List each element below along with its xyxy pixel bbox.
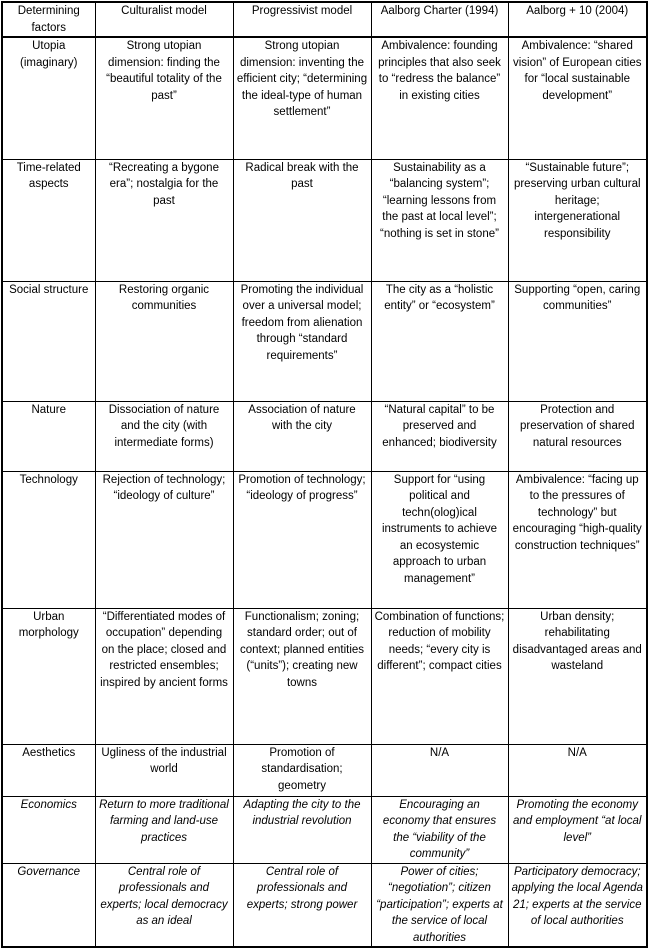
content-cell: Support for “using political and techn(olog)ical instruments to achieve an ecosystemic approach to urban management” (371, 471, 508, 608)
content-cell: Restoring organic communities (95, 281, 233, 401)
content-cell: The city as a “holistic entity” or “ecosystem” (371, 281, 508, 401)
content-cell: Strong utopian dimension: inventing the efficient city; “determining the ideal-type of human settlement” (233, 37, 371, 159)
factor-cell: Urban morphology (2, 608, 95, 744)
content-cell: Promotion of technology; “ideology of progress” (233, 471, 371, 608)
column-header-progressivist-model: Progressivist model (233, 2, 371, 37)
content-cell: Association of nature with the city (233, 401, 371, 471)
table-row-aesthetics (2, 744, 647, 796)
factor-cell: Nature (2, 401, 95, 471)
content-cell: Central role of professionals and experts; strong power (233, 863, 371, 947)
content-cell: “Differentiated modes of occupation” depending on the place; closed and restricted ensembles; inspired by ancient forms (95, 608, 233, 744)
content-cell: Supporting “open, caring communities” (508, 281, 647, 401)
content-cell: Central role of professionals and experts; local democracy as an ideal (95, 863, 233, 947)
content-cell: Combination of functions; reduction of mobility needs; “every city is different”; compact cities (371, 608, 508, 744)
content-cell: N/A (508, 744, 647, 796)
content-cell: Adapting the city to the industrial revolution (233, 796, 371, 863)
content-cell: Functionalism; zoning; standard order; out of context; planned entities (“units”); creating new towns (233, 608, 371, 744)
factor-cell: Aesthetics (2, 744, 95, 796)
table-row-economics (2, 796, 647, 863)
table-row-time-related (2, 159, 647, 281)
content-cell: “Sustainable future”; preserving urban cultural heritage; intergenerational responsibility (508, 159, 647, 281)
table-row-nature (2, 401, 647, 471)
content-cell: “Natural capital” to be preserved and enhanced; biodiversity (371, 401, 508, 471)
content-cell: Radical break with the past (233, 159, 371, 281)
content-cell: Promoting the economy and employment “at local level” (508, 796, 647, 863)
header-row (2, 2, 647, 37)
content-cell: Rejection of technology; “ideology of culture” (95, 471, 233, 608)
column-header-aalborg-plus-10: Aalborg + 10 (2004) (508, 2, 647, 37)
table-row-utopia (2, 37, 647, 159)
document-page (0, 1, 649, 944)
factor-cell: Utopia (imaginary) (2, 37, 95, 159)
column-header-determining-factors: Determining factors (2, 2, 95, 37)
table-row-urban-morphology (2, 608, 647, 744)
content-cell: N/A (371, 744, 508, 796)
table-row-technology (2, 471, 647, 608)
content-cell: Participatory democracy; applying the local Agenda 21; experts at the service of local authorities (508, 863, 647, 947)
content-cell: “Recreating a bygone era”; nostalgia for the past (95, 159, 233, 281)
table-row-social-structure (2, 281, 647, 401)
content-cell: Return to more traditional farming and land-use practices (95, 796, 233, 863)
content-cell: Ugliness of the industrial world (95, 744, 233, 796)
content-cell: Power of cities; “negotiation”; citizen “participation”; experts at the service of local authorities (371, 863, 508, 947)
factor-cell: Technology (2, 471, 95, 608)
content-cell: Promotion of standardisation; geometry (233, 744, 371, 796)
factor-cell: Social structure (2, 281, 95, 401)
column-header-aalborg-charter: Aalborg Charter (1994) (371, 2, 508, 37)
factor-cell: Time-related aspects (2, 159, 95, 281)
table-row-governance (2, 863, 647, 947)
content-cell: Dissociation of nature and the city (with intermediate forms) (95, 401, 233, 471)
comparison-table (1, 1, 648, 948)
content-cell: Strong utopian dimension: finding the “beautiful totality of the past” (95, 37, 233, 159)
factor-cell: Governance (2, 863, 95, 947)
column-header-culturalist-model: Culturalist model (95, 2, 233, 37)
content-cell: Promoting the individual over a universal model; freedom from alienation through “standard requirements” (233, 281, 371, 401)
content-cell: Ambivalence: founding principles that also seek to “redress the balance” in existing cities (371, 37, 508, 159)
content-cell: Encouraging an economy that ensures the “viability of the community” (371, 796, 508, 863)
content-cell: Urban density; rehabilitating disadvantaged areas and wasteland (508, 608, 647, 744)
content-cell: Sustainability as a “balancing system”; “learning lessons from the past at local level”; “nothing is set in stone” (371, 159, 508, 281)
content-cell: Ambivalence: “facing up to the pressures of technology” but encouraging “high-quality construction techniques” (508, 471, 647, 608)
content-cell: Ambivalence: “shared vision” of European cities for “local sustainable development” (508, 37, 647, 159)
factor-cell: Economics (2, 796, 95, 863)
content-cell: Protection and preservation of shared natural resources (508, 401, 647, 471)
